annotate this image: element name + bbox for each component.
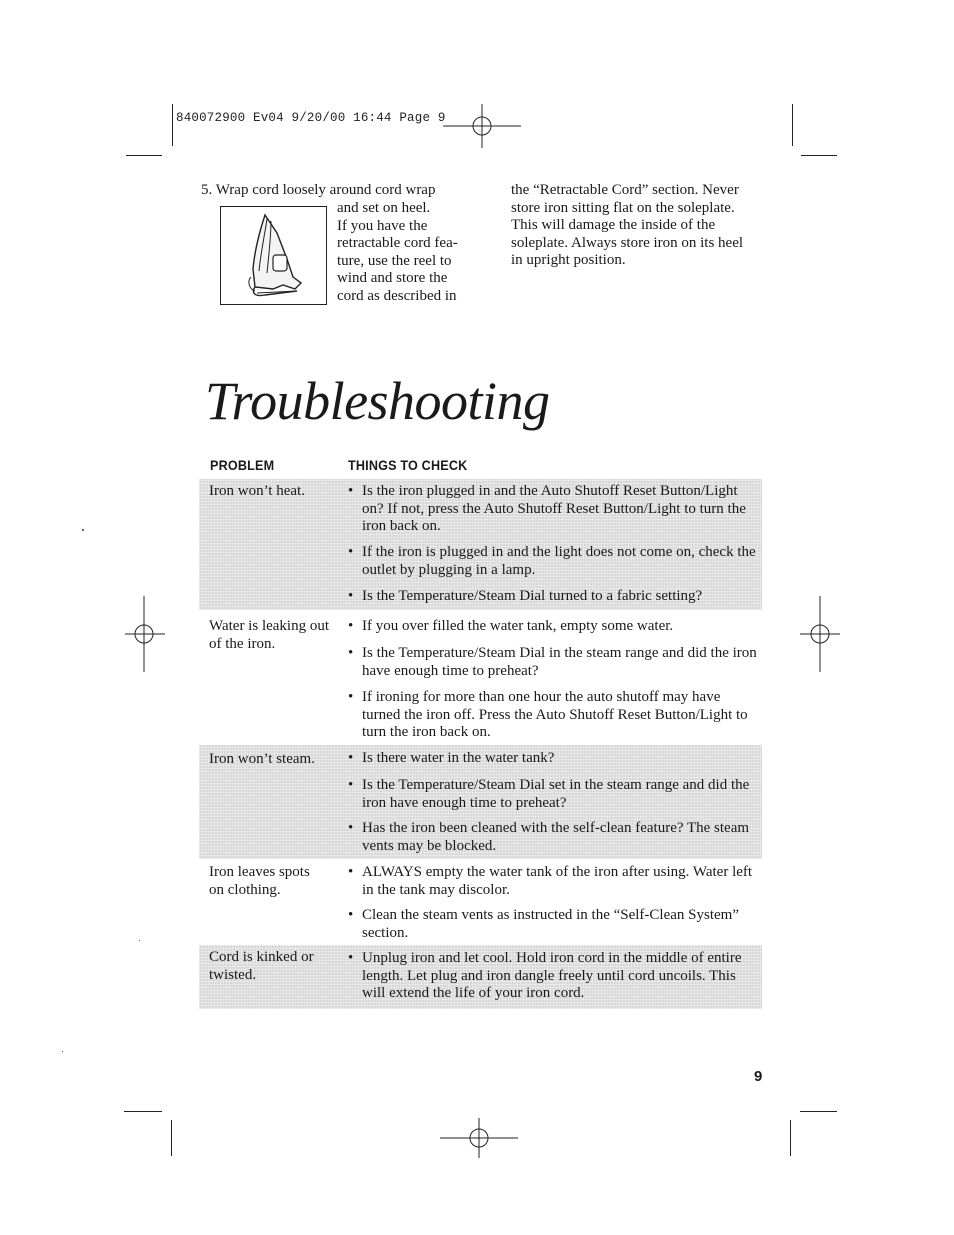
crop-mark-bottom-left-horizontal — [124, 1111, 162, 1112]
step-line: ture, use the reel to — [337, 252, 452, 269]
check-text: ALWAYS empty the water tank of the iron after using. Water left in the tank may discolor. — [362, 864, 753, 898]
step-line: store iron sitting flat on the soleplate. — [511, 199, 735, 216]
registration-target-right — [800, 596, 840, 672]
step-line: soleplate. Always store iron on its heel — [511, 234, 744, 251]
bullet: • — [348, 777, 354, 793]
check-item — [348, 544, 758, 579]
step-5-wrapped-text — [337, 200, 487, 305]
registration-target-bottom — [440, 1118, 520, 1158]
check-item — [348, 645, 758, 680]
check-text: If ironing for more than one hour the auto shutoff may have turned the iron off. Press the Auto Shutoff Reset Button/Light to turn the iron back on. — [362, 689, 748, 740]
page-number: 9 — [754, 1068, 763, 1085]
problem-text: Iron leaves spots on clothing. — [209, 864, 310, 898]
step-line: wind and store the — [337, 270, 448, 286]
registration-target-left — [125, 596, 165, 672]
problem-text: Cord is kinked or twisted. — [209, 949, 314, 983]
bullet: • — [348, 483, 354, 499]
scan-speck — [62, 1051, 63, 1052]
problem-text: Iron won’t heat. — [209, 483, 305, 499]
section-title: Troubleshooting — [205, 371, 550, 431]
check-text: If you over filled the water tank, empty some water. — [362, 618, 674, 634]
step-text: Wrap cord loosely around cord wrap — [215, 182, 436, 198]
bullet: • — [348, 950, 354, 966]
check-item — [348, 588, 758, 606]
check-item — [348, 689, 758, 742]
crop-mark-bottom-right-horizontal — [800, 1111, 837, 1112]
check-text: If the iron is plugged in and the light does not come on, check the outlet by plugging in a lamp. — [362, 544, 756, 578]
column-header-things-to-check: THINGS TO CHECK — [348, 457, 468, 473]
crop-mark-top-left-horizontal — [126, 155, 162, 156]
check-item — [348, 907, 758, 942]
step-line: This will damage the inside of the — [511, 217, 716, 233]
step-line: in upright position. — [511, 252, 626, 268]
check-text: Clean the steam vents as instructed in the “Self-Clean System” section. — [362, 907, 739, 941]
step-line: retractable cord fea- — [337, 235, 458, 251]
bullet: • — [348, 907, 354, 923]
check-item — [348, 618, 758, 636]
bullet: • — [348, 820, 354, 836]
problem-text: Iron won’t steam. — [209, 751, 315, 767]
iron-figure — [220, 206, 327, 305]
step-line: and set on heel. — [337, 200, 431, 216]
crop-mark-top-right-vertical — [792, 104, 793, 146]
crop-mark-bottom-left-vertical — [171, 1120, 172, 1156]
check-item — [348, 483, 758, 536]
check-text: Is the Temperature/Steam Dial turned to a fabric setting? — [362, 588, 703, 604]
print-slug: 840072900 Ev04 9/20/00 16:44 Page 9 — [176, 111, 446, 125]
bullet: • — [348, 750, 354, 766]
check-item — [348, 864, 758, 899]
troubleshooting-row — [199, 945, 762, 1009]
check-text: Is the iron plugged in and the Auto Shutoff Reset Button/Light on? If not, press the Auto Shutoff Reset Button/Light to turn the iron back on. — [362, 483, 746, 534]
bullet: • — [348, 544, 354, 560]
troubleshooting-row — [199, 479, 762, 610]
problem-text: Water is leaking out of the iron. — [209, 618, 330, 652]
step-5-column-2 — [511, 182, 773, 270]
check-item — [348, 820, 758, 855]
step-line: the “Retractable Cord” section. Never — [511, 182, 739, 198]
troubleshooting-row — [199, 860, 762, 942]
troubleshooting-row — [199, 745, 762, 859]
step-number: 5. — [201, 182, 213, 198]
check-text: Is there water in the water tank? — [362, 750, 555, 766]
scan-speck — [139, 940, 140, 941]
check-text: Has the iron been cleaned with the self-clean feature? The steam vents may be blocked. — [362, 820, 750, 854]
step-line: If you have the — [337, 217, 428, 234]
crop-mark-bottom-right-vertical — [790, 1120, 791, 1156]
troubleshooting-row — [199, 614, 762, 744]
step-line: cord as described in — [337, 287, 457, 304]
bullet: • — [348, 645, 354, 661]
check-text: Unplug iron and let cool. Hold iron cord in the middle of entire length. Let plug and iron dangle freely until cord uncoils. This will extend the life of your iron cord. — [362, 950, 742, 1001]
step-5-first-line — [201, 182, 501, 200]
registration-target-top — [443, 104, 523, 148]
check-text: Is the Temperature/Steam Dial set in the steam range and did the iron have enough time to preheat? — [362, 777, 750, 811]
check-text: Is the Temperature/Steam Dial in the steam range and did the iron have enough time to preheat? — [362, 645, 757, 679]
check-item — [348, 777, 758, 812]
iron-on-heel-illustration-icon — [221, 207, 325, 303]
scan-speck — [82, 529, 84, 531]
check-item — [348, 750, 758, 768]
bullet: • — [348, 588, 354, 604]
bullet: • — [348, 618, 354, 634]
column-header-problem: PROBLEM — [210, 457, 275, 473]
bullet: • — [348, 689, 354, 705]
bullet: • — [348, 864, 354, 880]
check-item — [348, 950, 758, 1003]
crop-mark-top-left-vertical — [172, 104, 173, 146]
crop-mark-top-right-horizontal — [801, 155, 837, 156]
